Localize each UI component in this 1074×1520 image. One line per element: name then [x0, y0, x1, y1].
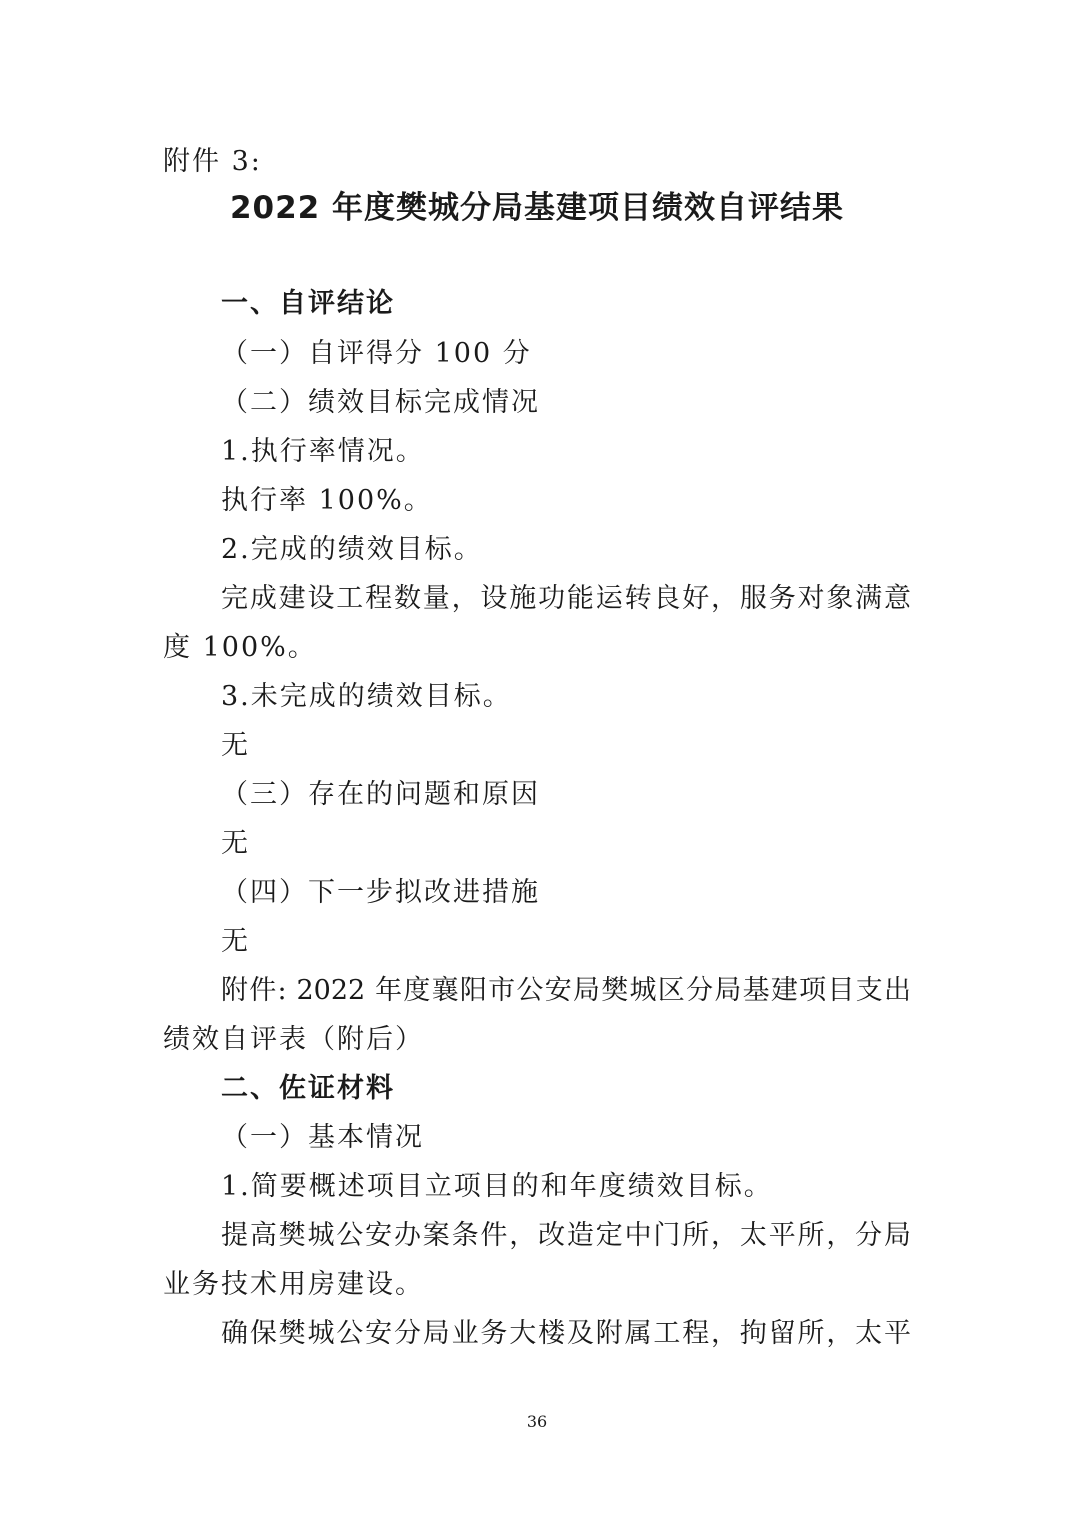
paragraph-uncompleted-goals-heading: 3.未完成的绩效目标。: [221, 681, 512, 712]
subsection-basic-info: （一）基本情况: [221, 1122, 424, 1153]
paragraph-completed-goals-line1: 完成建设工程数量，设施功能运转良好，服务对象满意: [221, 583, 911, 614]
paragraph-project-purpose-line2: 业务技术用房建设。: [163, 1269, 424, 1300]
section-heading-conclusion: 一、自评结论: [221, 288, 395, 319]
paragraph-attachment-line2: 绩效自评表（附后）: [163, 1024, 424, 1055]
paragraph-problems: 无: [221, 828, 250, 859]
paragraph-execution-rate-heading: 1.执行率情况。: [221, 436, 425, 467]
paragraph-completed-goals-line2: 度 100%。: [163, 632, 317, 663]
paragraph-attachment-line1: 附件: 2022 年度襄阳市公安局樊城区分局基建项目支出: [221, 975, 911, 1006]
paragraph-completed-goals-heading: 2.完成的绩效目标。: [221, 534, 483, 565]
subsection-goal-completion: （二）绩效目标完成情况: [221, 387, 540, 418]
paragraph-project-purpose-line1: 提高樊城公安办案条件，改造定中门所，太平所，分局: [221, 1220, 911, 1251]
subsection-improvements: （四）下一步拟改进措施: [221, 877, 540, 908]
paragraph-ensure-line1: 确保樊城公安分局业务大楼及附属工程，拘留所，太平: [221, 1318, 911, 1349]
section-heading-evidence: 二、佐证材料: [221, 1073, 395, 1104]
document-title: 2022 年度樊城分局基建项目绩效自评结果: [229, 190, 845, 226]
subsection-score: （一）自评得分 100 分: [221, 338, 532, 369]
page-number: 36: [526, 1412, 548, 1431]
subsection-problems: （三）存在的问题和原因: [221, 779, 540, 810]
attachment-label: 附件 3:: [163, 146, 262, 177]
paragraph-uncompleted-goals: 无: [221, 730, 250, 761]
paragraph-execution-rate: 执行率 100%。: [221, 485, 433, 516]
paragraph-project-purpose-heading: 1.简要概述项目立项目的和年度绩效目标。: [221, 1171, 773, 1202]
paragraph-improvements: 无: [221, 926, 250, 957]
